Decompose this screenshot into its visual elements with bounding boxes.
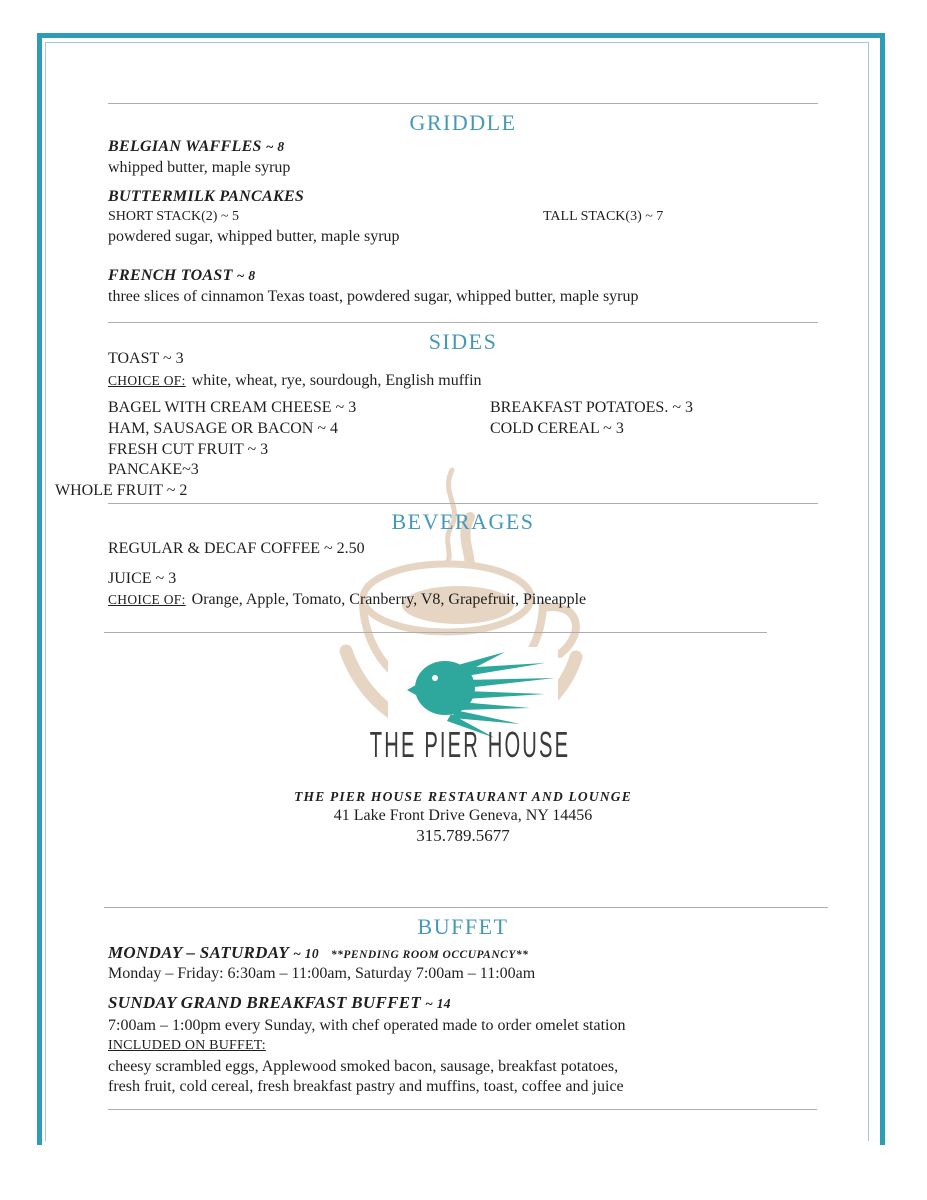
pancakes-tall-stack: TALL STACK(3) ~ 7 (543, 209, 664, 224)
menu-item-weekday-buffet (108, 943, 528, 963)
item-price: ~ 10 (293, 946, 319, 961)
section-heading-griddle: GRIDDLE (409, 110, 517, 135)
choice-of-label: CHOICE OF: (108, 592, 186, 607)
menu-item-breakfast-potatoes: BREAKFAST POTATOES. ~ 3 (490, 399, 693, 416)
menu-item-pancake: PANCAKE~3 (108, 461, 199, 478)
restaurant-phone: 315.789.5677 (416, 826, 510, 845)
item-name: FRENCH TOAST (108, 267, 233, 284)
divider (104, 907, 828, 908)
item-price: ~ 14 (425, 996, 451, 1011)
section-heading-sides: SIDES (428, 329, 498, 354)
item-name: MONDAY – SATURDAY (108, 943, 290, 962)
menu-item-whole-fruit: WHOLE FRUIT ~ 2 (55, 482, 188, 499)
menu-item-coffee: REGULAR & DECAF COFFEE ~ 2.50 (108, 540, 365, 557)
divider (108, 322, 818, 323)
menu-item-sunday-buffet (108, 993, 451, 1013)
item-price: ~ 8 (265, 139, 285, 154)
choice-options: Orange, Apple, Tomato, Cranberry, V8, Grapefruit, Pineapple (191, 591, 587, 608)
divider (108, 103, 818, 104)
divider (108, 503, 818, 504)
logo-wordmark: THE PIER HOUSE (369, 724, 571, 766)
item-description: whipped butter, maple syrup (108, 159, 291, 176)
choice-options: white, wheat, rye, sourdough, English muffin (191, 372, 482, 389)
section-heading-buffet: BUFFET (417, 914, 509, 939)
buffet-included-items: cheesy scrambled eggs, Applewood smoked bacon, sausage, breakfast potatoes, (108, 1058, 619, 1075)
buffet-included-items: fresh fruit, cold cereal, fresh breakfast pastry and muffins, toast, coffee and juice (108, 1078, 624, 1095)
restaurant-address: 41 Lake Front Drive Geneva, NY 14456 (333, 807, 593, 824)
section-heading-beverages: BEVERAGES (391, 509, 535, 534)
item-price: ~ 8 (236, 268, 256, 283)
menu-item-cold-cereal: COLD CEREAL ~ 3 (490, 420, 624, 437)
restaurant-name: THE PIER HOUSE RESTAURANT AND LOUNGE (294, 789, 632, 804)
menu-item-bagel: BAGEL WITH CREAM CHEESE ~ 3 (108, 399, 357, 416)
menu-item-ham-sausage-bacon: HAM, SAUSAGE OR BACON ~ 4 (108, 420, 339, 437)
toast-choices (108, 372, 482, 390)
included-on-buffet-label: INCLUDED ON BUFFET: (108, 1038, 266, 1053)
weekday-buffet-hours: Monday – Friday: 6:30am – 11:00am, Saturday 7:00am – 11:00am (108, 965, 536, 982)
item-name: SUNDAY GRAND BREAKFAST BUFFET (108, 993, 422, 1012)
divider (104, 632, 767, 633)
menu-item-buttermilk-pancakes: BUTTERMILK PANCAKES (108, 188, 305, 205)
occupancy-note: **PENDING ROOM OCCUPANCY** (330, 949, 529, 961)
menu-item-french-toast (108, 267, 255, 285)
item-description: three slices of cinnamon Texas toast, powdered sugar, whipped butter, maple syrup (108, 288, 639, 305)
item-description: powdered sugar, whipped butter, maple syrup (108, 228, 400, 245)
menu-item-toast: TOAST ~ 3 (108, 350, 184, 367)
divider (108, 1109, 817, 1110)
menu-item-fresh-cut-fruit: FRESH CUT FRUIT ~ 3 (108, 441, 269, 458)
menu-item-juice: JUICE ~ 3 (108, 570, 177, 587)
pancakes-short-stack: SHORT STACK(2) ~ 5 (108, 209, 239, 224)
choice-of-label: CHOICE OF: (108, 373, 186, 388)
item-name: BELGIAN WAFFLES (108, 138, 262, 155)
sunday-buffet-hours: 7:00am – 1:00pm every Sunday, with chef operated made to order omelet station (108, 1017, 626, 1034)
juice-choices (108, 591, 586, 609)
menu-item-belgian-waffles (108, 138, 284, 156)
